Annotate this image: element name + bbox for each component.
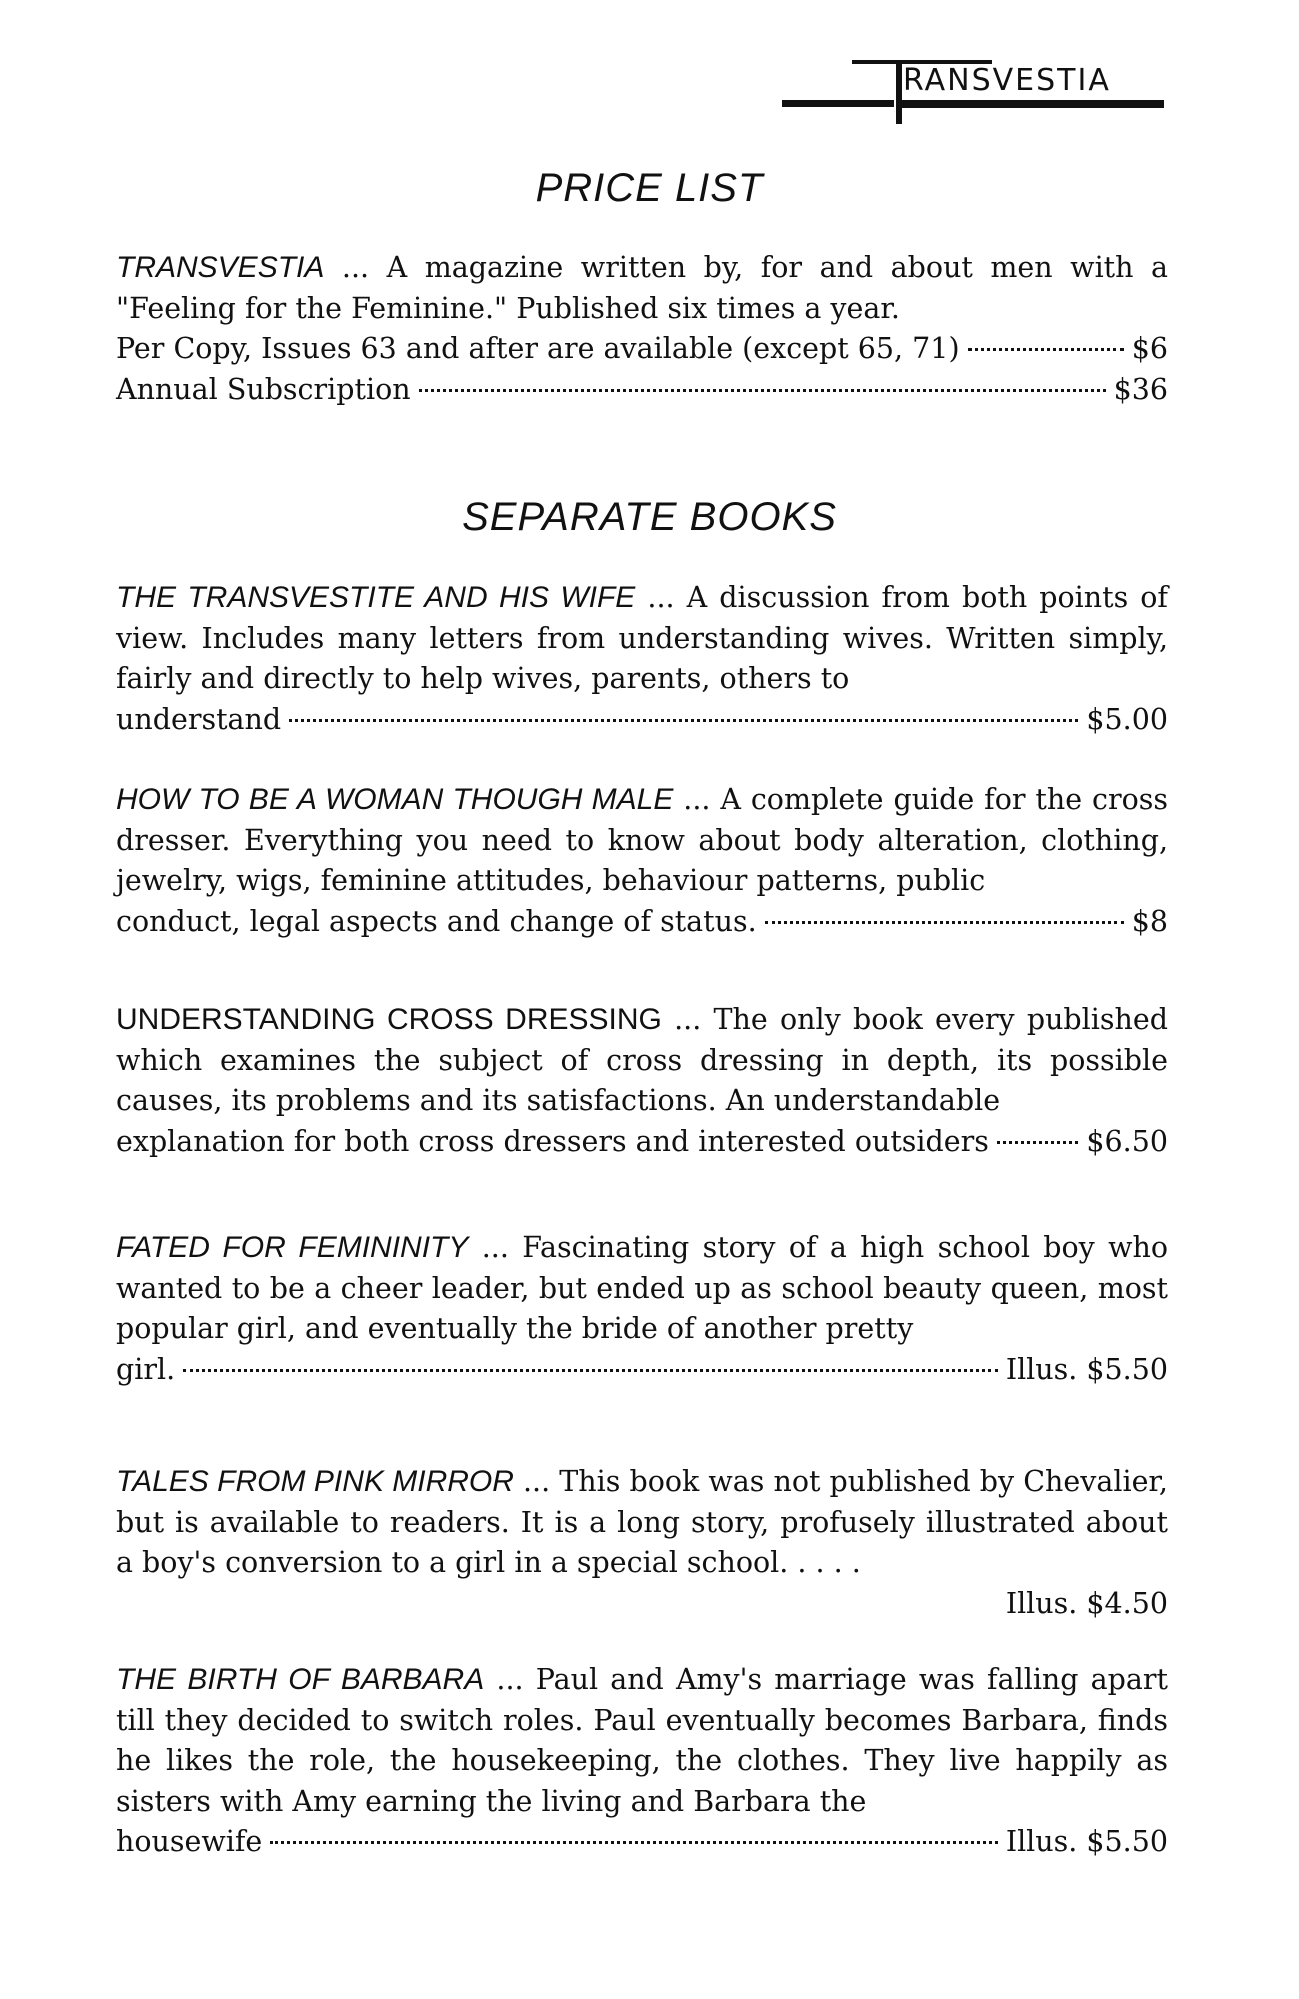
book-title: FATED FOR FEMININITY: [116, 1231, 469, 1264]
book-entry: [116, 1228, 1168, 1390]
book-price: Illus. $4.50: [1005, 1586, 1168, 1620]
book-title: THE BIRTH OF BARBARA: [116, 1663, 485, 1696]
annual-subscription-label: Annual Subscription: [116, 372, 411, 406]
dot-leader: [997, 1141, 1079, 1144]
book-description: TALES FROM PINK MIRROR ... This book was not published by Chevalier, but is available to readers. It is a long story, profusely illustrated about a boy's conversion to a girl in a special school. . . . .: [116, 1465, 1168, 1579]
book-entry: [116, 1462, 1168, 1624]
annual-subscription-price: $36: [1113, 372, 1168, 406]
dot-leader: [183, 1369, 998, 1372]
per-copy-label: Per Copy, Issues 63 and after are available (except 65, 71): [116, 332, 960, 365]
book-price: $6.50: [1086, 1124, 1168, 1158]
magazine-title: TRANSVESTIA: [116, 251, 325, 284]
book-entry: [116, 578, 1168, 740]
dot-leader: [289, 719, 1078, 722]
book-description: THE TRANSVESTITE AND HIS WIFE ... A discussion from both points of view. Includes many letters from understanding wives. Written simply, fairly and directly to help wives, parents, others to: [116, 581, 1168, 695]
annual-subscription-line: [116, 370, 1168, 411]
book-title: TALES FROM PINK MIRROR: [116, 1465, 514, 1498]
per-copy-price: $6: [1131, 332, 1168, 365]
book-description: FATED FOR FEMININITY ... Fascinating story of a high school boy who wanted to be a cheer leader, but ended up as school beauty queen, most popular girl, and eventually the bride of another pretty: [116, 1231, 1168, 1345]
price-list-heading: PRICE LIST: [535, 166, 764, 210]
book-description: UNDERSTANDING CROSS DRESSING ... The only book every published which examines the subject of cross dressing in depth, its possible causes, its problems and its satisfactions. An understandable: [116, 1003, 1168, 1117]
book-price-line: conduct, legal aspects and change of status. $8: [116, 902, 1168, 943]
magazine-entry: [116, 248, 1168, 410]
dot-leader: [968, 348, 1124, 351]
book-price-line: explanation for both cross dressers and interested outsiders $6.50: [116, 1122, 1168, 1163]
dot-leader: [270, 1841, 998, 1844]
book-description: HOW TO BE A WOMAN THOUGH MALE ... A complete guide for the cross dresser. Everything you need to know about body alteration, clothing, jewelry, wigs, feminine attitudes, behaviour patterns, public: [116, 783, 1168, 897]
book-entry: [116, 1000, 1168, 1162]
dot-leader: [419, 389, 1106, 392]
book-description: THE BIRTH OF BARBARA ... Paul and Amy's marriage was falling apart till they decided to switch roles. Paul eventually becomes Barbara, finds he likes the role, the housekeeping, the clothes. They live happily as sisters with Amy earning the living and Barbara the: [116, 1663, 1168, 1818]
masthead-logo: [770, 52, 1190, 132]
book-price: Illus. $5.50: [1005, 1825, 1168, 1858]
book-price-line: understand $5.00: [116, 700, 1168, 741]
book-price: $8: [1131, 904, 1168, 938]
book-price: $5.00: [1086, 702, 1168, 736]
book-title: UNDERSTANDING CROSS DRESSING: [116, 1003, 662, 1036]
book-price-line: girl. Illus. $5.50: [116, 1350, 1168, 1391]
book-title: THE TRANSVESTITE AND HIS WIFE: [116, 581, 636, 614]
book-price-line: housewife Illus. $5.50: [116, 1822, 1168, 1863]
book-entry: [116, 780, 1168, 942]
book-entry: [116, 1660, 1168, 1863]
separate-books-heading: SEPARATE BOOKS: [462, 495, 837, 539]
book-price: Illus. $5.50: [1005, 1352, 1168, 1386]
book-price-line: [116, 1584, 1168, 1625]
book-title: HOW TO BE A WOMAN THOUGH MALE: [116, 783, 674, 816]
dot-leader: [765, 921, 1124, 924]
magazine-description: TRANSVESTIA ... A magazine written by, for and about men with a "Feeling for the Feminine." Published six times a year.: [116, 251, 1168, 325]
per-copy-line: [116, 329, 1168, 370]
masthead-title: RANSVESTIA: [903, 63, 1111, 98]
